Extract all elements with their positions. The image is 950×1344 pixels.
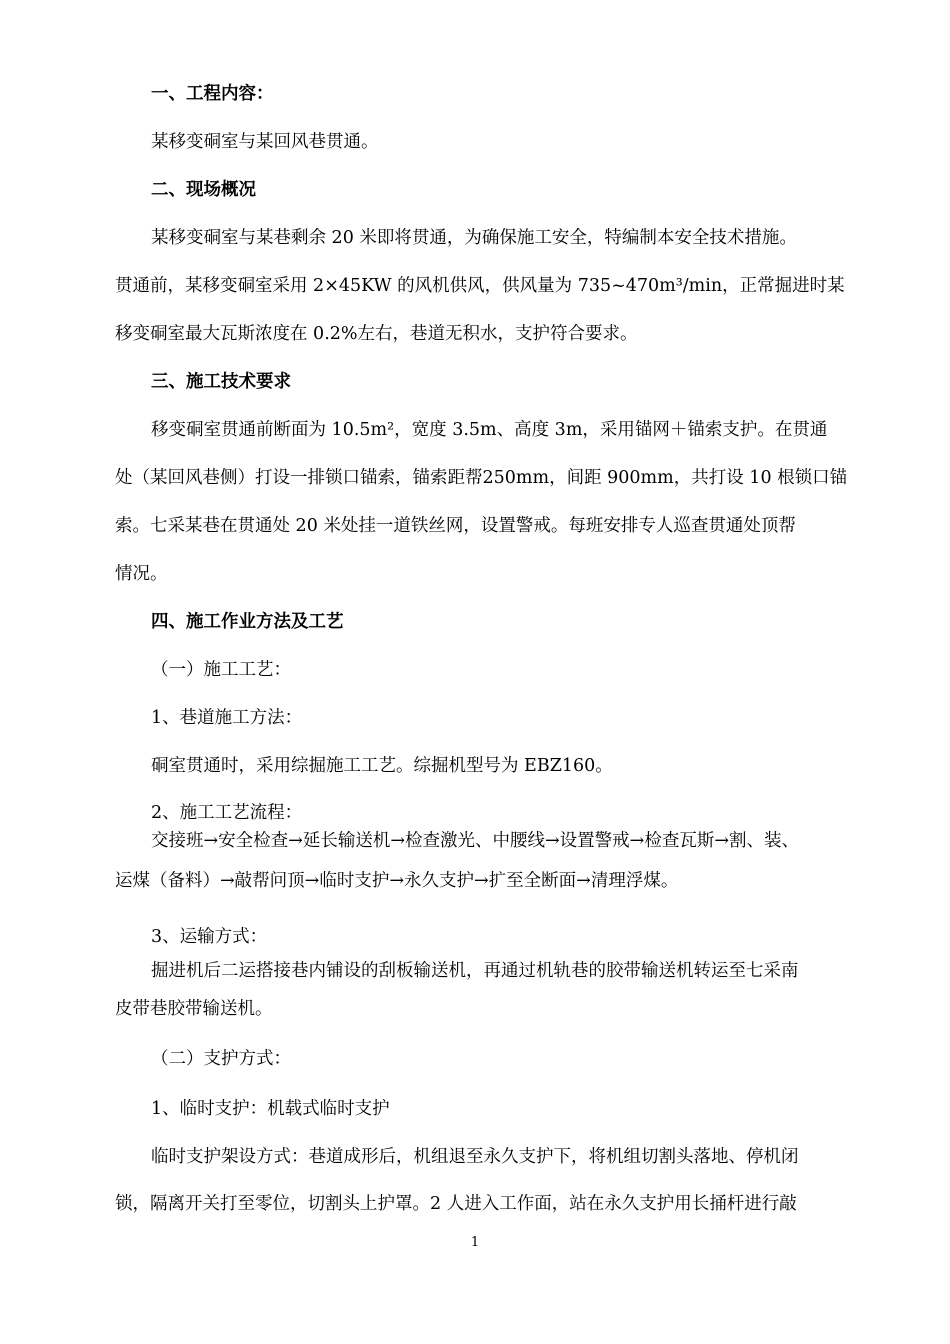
item-heading: 2、施工工艺流程：: [151, 803, 303, 823]
item-body: 硐室贯通时，采用综掘施工工艺。综掘机型号为 EBZ160。: [151, 756, 613, 776]
process-flow-line: 交接班→安全检查→延长输送机→检查激光、中腰线→设置警戒→检查瓦斯→割、装、: [151, 831, 799, 851]
support-heading: 1、临时支护：机载式临时支护: [151, 1099, 390, 1119]
section-2-heading: 二、现场概况: [151, 180, 256, 200]
section-3-line: 索。七采某巷在贯通处 20 米处挂一道铁丝网，设置警戒。每班安排专人巡查贯通处顶帮: [115, 516, 796, 536]
support-line: 锁，隔离开关打至零位，切割头上护罩。2 人进入工作面，站在永久支护用长捅杆进行敲: [115, 1194, 797, 1214]
support-line: 临时支护架设方式：巷道成形后，机组退至永久支护下，将机组切割头落地、停机闭: [151, 1147, 799, 1167]
transport-line: 掘进机后二运搭接巷内铺设的刮板输送机，再通过机轨巷的胶带输送机转运至七采南: [151, 961, 799, 981]
transport-line: 皮带巷胶带输送机。: [115, 999, 273, 1019]
page-number: 1: [470, 1235, 480, 1250]
item-heading: 3、运输方式：: [151, 927, 268, 947]
section-2-line: 移变硐室最大瓦斯浓度在 0.2%左右，巷道无积水，支护符合要求。: [115, 324, 638, 344]
section-1-body: 某移变硐室与某回风巷贯通。: [151, 132, 379, 152]
process-flow-line: 运煤（备料）→敲帮问顶→临时支护→永久支护→扩至全断面→清理浮煤。: [115, 871, 679, 891]
section-1-heading: 一、工程内容：: [151, 84, 274, 104]
section-4-heading: 四、施工作业方法及工艺: [151, 612, 344, 632]
section-3-heading: 三、施工技术要求: [151, 372, 291, 392]
subsection-heading: （二）支护方式：: [151, 1049, 291, 1069]
section-3-line: 移变硐室贯通前断面为 10.5m²，宽度 3.5m、高度 3m，采用锚网＋锚索支护。在贯通: [151, 420, 828, 440]
section-3-line: 处（某回风巷侧）打设一排锁口锚索，锚索距帮250mm，间距 900mm，共打设 10 根锁口锚: [115, 468, 848, 488]
section-2-line: 某移变硐室与某巷剩余 20 米即将贯通，为确保施工安全，特编制本安全技术措施。: [151, 228, 797, 248]
section-3-line: 情况。: [115, 564, 168, 584]
section-2-line: 贯通前，某移变硐室采用 2×45KW 的风机供风，供风量为 735~470m³/min，正常掘进时某: [115, 276, 845, 296]
item-heading: 1、巷道施工方法：: [151, 708, 303, 728]
subsection-heading: （一）施工工艺：: [151, 660, 291, 680]
